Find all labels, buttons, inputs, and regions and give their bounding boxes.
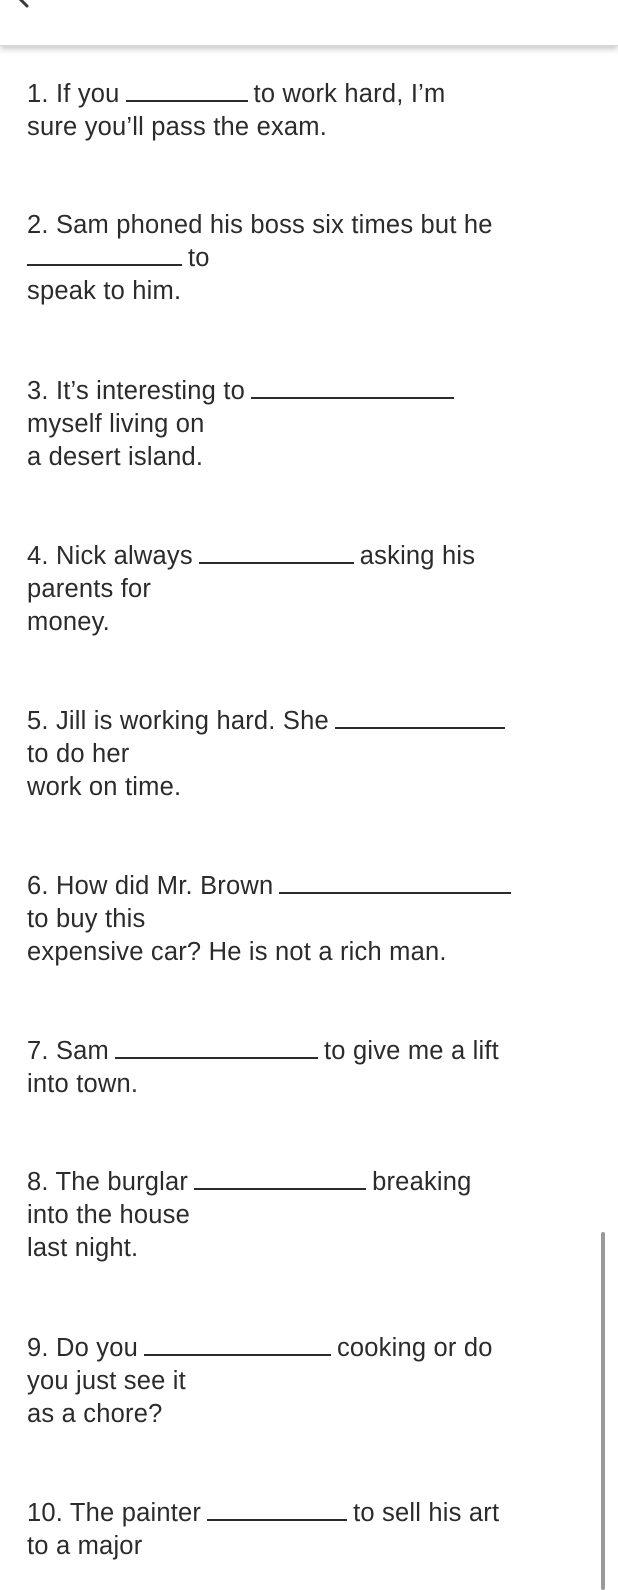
item-number: 6.	[27, 872, 49, 900]
item-text: money.	[27, 608, 110, 636]
item-text: breaking	[372, 1168, 472, 1196]
item-text: to buy this	[27, 905, 146, 933]
item-text: to sell his art	[353, 1499, 500, 1527]
exercise-item-10	[27, 1497, 499, 1563]
item-text: to give me a lift	[324, 1037, 499, 1065]
item-number: 10.	[27, 1499, 64, 1527]
exercise-item-6	[27, 870, 517, 969]
answer-blank[interactable]	[126, 78, 248, 102]
item-number: 3.	[27, 377, 49, 405]
item-text: Nick always	[55, 542, 193, 570]
item-text: speak to him.	[27, 277, 182, 305]
item-text: parents for	[27, 575, 152, 603]
chevron-left-icon[interactable]	[12, 0, 34, 8]
item-text: into the house	[27, 1201, 191, 1229]
answer-blank[interactable]	[199, 540, 354, 564]
item-text: asking his	[359, 542, 476, 570]
answer-blank[interactable]	[335, 705, 505, 729]
item-text: you just see it	[27, 1367, 186, 1395]
item-text: sure you’ll pass the exam.	[27, 113, 328, 141]
item-text: cooking or do	[336, 1334, 493, 1362]
answer-blank[interactable]	[194, 1166, 366, 1190]
item-text: expensive car? He is not a rich man.	[27, 938, 447, 966]
item-text: a desert island.	[27, 443, 204, 471]
item-text: The painter	[69, 1499, 202, 1527]
exercise-item-4	[27, 540, 475, 639]
item-text: If you	[55, 80, 120, 108]
answer-blank[interactable]	[144, 1332, 331, 1356]
item-number: 5.	[27, 707, 49, 735]
exercise-item-3	[27, 375, 460, 474]
item-text: to a major	[27, 1532, 143, 1560]
item-text: myself living on	[27, 410, 205, 438]
exercise-item-2	[27, 209, 493, 308]
item-text: to work hard, I’m	[253, 80, 446, 108]
item-text: The burglar	[55, 1168, 189, 1196]
top-navigation-bar	[0, 0, 618, 46]
exercise-item-9	[27, 1332, 493, 1431]
item-text: work on time.	[27, 773, 182, 801]
item-number: 7.	[27, 1037, 49, 1065]
item-text: How did Mr. Brown	[55, 872, 274, 900]
item-text: It’s interesting to	[55, 377, 245, 405]
scrollbar[interactable]	[601, 1232, 605, 1590]
answer-blank[interactable]	[279, 870, 511, 894]
item-text: Jill is working hard. She	[55, 707, 329, 735]
item-text: Sam phoned his boss six times but he	[55, 211, 493, 239]
item-number: 1.	[27, 80, 49, 108]
answer-blank[interactable]	[207, 1497, 347, 1521]
item-text: Do you	[55, 1334, 138, 1362]
item-number: 4.	[27, 542, 49, 570]
item-text: into town.	[27, 1070, 139, 1098]
answer-blank[interactable]	[115, 1035, 318, 1059]
exercise-item-7	[27, 1035, 499, 1101]
exercise-item-8	[27, 1166, 472, 1265]
item-text: as a chore?	[27, 1400, 163, 1428]
item-text: to	[188, 244, 210, 272]
answer-blank[interactable]	[27, 242, 182, 266]
exercise-item-1	[27, 78, 445, 144]
answer-blank[interactable]	[251, 375, 454, 399]
item-text: Sam	[55, 1037, 110, 1065]
item-number: 9.	[27, 1334, 49, 1362]
item-text: last night.	[27, 1234, 139, 1262]
item-text: to do her	[27, 740, 130, 768]
exercise-item-5	[27, 705, 511, 804]
item-number: 8.	[27, 1168, 49, 1196]
item-number: 2.	[27, 211, 49, 239]
